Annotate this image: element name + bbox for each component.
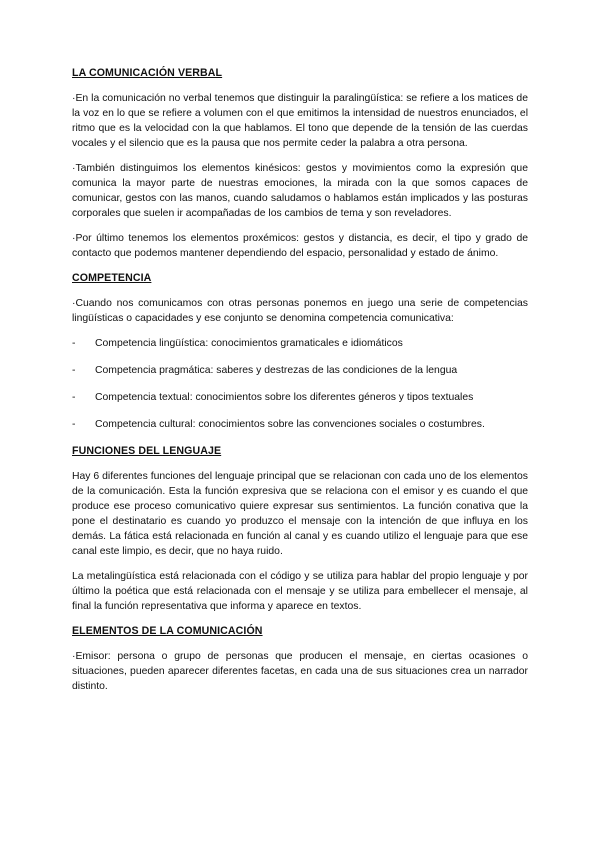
paragraph-emisor: ·Emisor: persona o grupo de personas que producen el mensaje, en ciertas ocasiones o situaciones, pueden aparecer diferentes facetas, en cada una de sus situaciones crea un narrador distinto.: [72, 651, 528, 692]
section-title-comunicacion-verbal: LA COMUNICACIÓN VERBAL: [72, 67, 223, 79]
section-title-elementos: [72, 624, 528, 639]
paragraph-competencia-intro: ·Cuando nos comunicamos con otras personas ponemos en juego una serie de competencias lingüísticas o capacidades y ese conjunto se denomina competencia comunicativa:: [72, 298, 528, 324]
paragraph-funciones-2: La metalingüística está relacionada con el código y se utiliza para hablar del propio lenguaje y por último la poética que está relacionada con el mensaje y se utiliza para embellecer el mensaje, al final la función representativa que informa y aparece en textos.: [72, 571, 528, 612]
section-title-funciones: FUNCIONES DEL LENGUAJE: [72, 445, 222, 457]
paragraph-paralinguistica: ·En la comunicación no verbal tenemos que distinguir la paralingüística: se refiere a los matices de la voz en lo que se refiere a volumen con el que emitimos la intensidad de nuestros enunciados, el ritmo que es la velocidad con la que hablamos. El tono que depende de la tensión de las cuerdas vocales y el silencio que es la pausa que nos permite ceder la palabra a otra persona.: [72, 93, 528, 149]
document-page: [72, 66, 528, 704]
list-item-competencia-textual: - Competencia textual: conocimientos sobre los diferentes géneros y tipos textuales: [72, 390, 528, 405]
paragraph-funciones-1: Hay 6 diferentes funciones del lenguaje principal que se relacionan con cada uno de los elementos de la comunicación. Esta la función expresiva que se relaciona con el emisor y es cuando el que produce ese proceso comunicativo quiere expresar sus sentimientos. La función conativa que la pone el destinatario es cuando yo produzco el mensaje con la intención de que influya en los demás. La fática está relacionada en función al canal y es cuando utilizo el lenguaje para que ese canal este limpio, es decir, que no haya ruido.: [72, 471, 528, 557]
list-item-competencia-linguistica: - Competencia lingüística: conocimientos gramaticales e idiomáticos: [72, 336, 528, 351]
list-item-competencia-cultural: - Competencia cultural: conocimientos sobre las convenciones sociales o costumbres.: [72, 417, 528, 432]
paragraph-proxemicos: ·Por último tenemos los elementos proxémicos: gestos y distancia, es decir, el tipo y grado de contacto que podemos mantener dependiendo del espacio, personalidad y estado de ánimo.: [72, 233, 528, 259]
paragraph-kinesicos: ·También distinguimos los elementos kinésicos: gestos y movimientos como la expresión que comunica la mayor parte de nuestras emociones, la mirada con la que somos capaces de comunicar, gestos con las manos, cuando saludamos o hablamos están implicados y las posturas corporales que suelen ir acompañadas de los cambios de tema y son reveladores.: [72, 163, 528, 219]
competencia-list: [72, 336, 528, 432]
section-title-competencia: COMPETENCIA: [72, 272, 152, 284]
list-item-competencia-pragmatica: - Competencia pragmática: saberes y destrezas de las condiciones de la lengua: [72, 363, 528, 378]
section-title-elementos-text: ELEMENTOS DE LA COMUNICACIÓN: [72, 625, 263, 637]
